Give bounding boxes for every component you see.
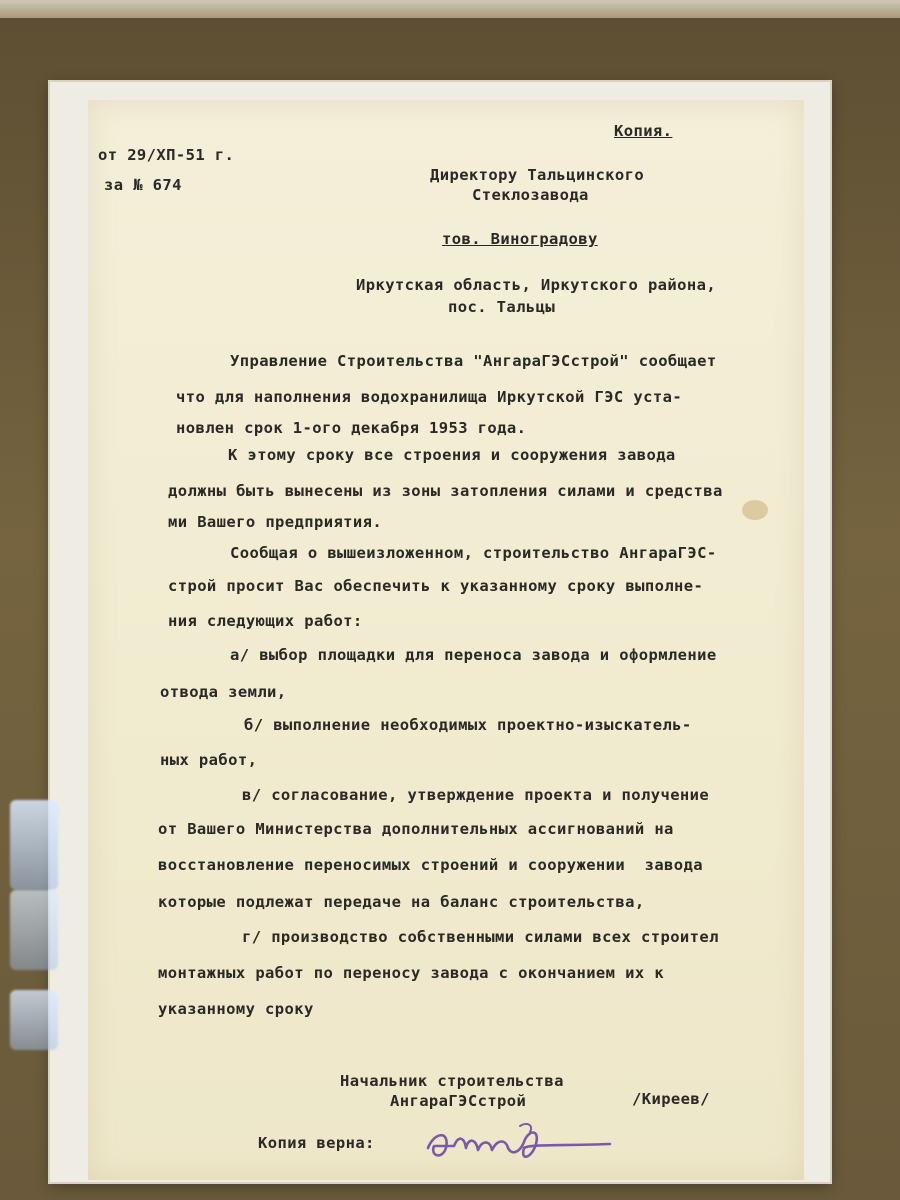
body-line: новлен срок 1-ого декабря 1953 года. <box>176 419 527 437</box>
body-line: от Вашего Министерства дополнительных ассигнований на <box>158 820 674 838</box>
document-page <box>88 100 804 1180</box>
location-line-1: Иркутская область, Иркутского района, <box>356 276 717 294</box>
handwritten-signature <box>420 1118 620 1168</box>
signer-title-line-1: Начальник строительства <box>340 1072 564 1090</box>
copy-verified-label: Копия верна: <box>258 1134 375 1152</box>
body-line: ных работ, <box>160 751 258 769</box>
body-line: что для наполнения водохранилища Иркутской ГЭС уста- <box>176 388 683 406</box>
body-line: К этому сроку все строения и сооружения завода <box>228 446 676 464</box>
stain <box>742 500 768 520</box>
letter-date: от 29/XП-51 г. <box>98 146 235 164</box>
addressee-line-2: Стеклозавода <box>472 186 589 204</box>
body-line: которые подлежат передаче на баланс строительства, <box>158 893 645 911</box>
body-line: ния следующих работ: <box>168 612 363 630</box>
addressee-name: тов. Виноградову <box>442 230 598 248</box>
body-line: отвода земли, <box>160 683 287 701</box>
glass-glare <box>10 800 58 890</box>
body-line: указанному сроку <box>158 1000 314 1018</box>
body-line: а/ выбор площадки для переноса завода и оформление <box>230 646 717 664</box>
faded-mark <box>530 100 580 116</box>
copy-label: Копия. <box>614 122 673 140</box>
body-line: строй просит Вас обеспечить к указанному сроку выполне- <box>168 577 704 595</box>
body-line: г/ производство собственными силами всех строител <box>242 928 719 946</box>
body-line: монтажных работ по переносу завода с окончанием их к <box>158 964 665 982</box>
glass-glare <box>10 990 58 1050</box>
body-line: Управление Строительства "АнгараГЭСстрой" сообщает <box>230 352 717 370</box>
wall <box>0 0 900 18</box>
addressee-line-1: Директору Тальцинского <box>430 166 645 184</box>
body-line: ми Вашего предприятия. <box>168 513 383 531</box>
body-line: б/ выполнение необходимых проектно-изыскатель- <box>244 716 692 734</box>
body-line: в/ согласование, утверждение проекта и получение <box>242 786 710 804</box>
signer-name: /Киреев/ <box>632 1090 710 1108</box>
body-line: должны быть вынесены из зоны затопления силами и средства <box>168 482 723 500</box>
letter-number: за № 674 <box>104 176 182 194</box>
body-line: Сообщая о вышеизложенном, строительство АнгараГЭС- <box>230 544 717 562</box>
location-line-2: пос. Тальцы <box>448 298 556 316</box>
signer-title-line-2: АнгараГЭСстрой <box>390 1092 527 1110</box>
body-line: восстановление переносимых строений и сооружении завода <box>158 856 703 874</box>
glass-glare <box>10 890 58 970</box>
